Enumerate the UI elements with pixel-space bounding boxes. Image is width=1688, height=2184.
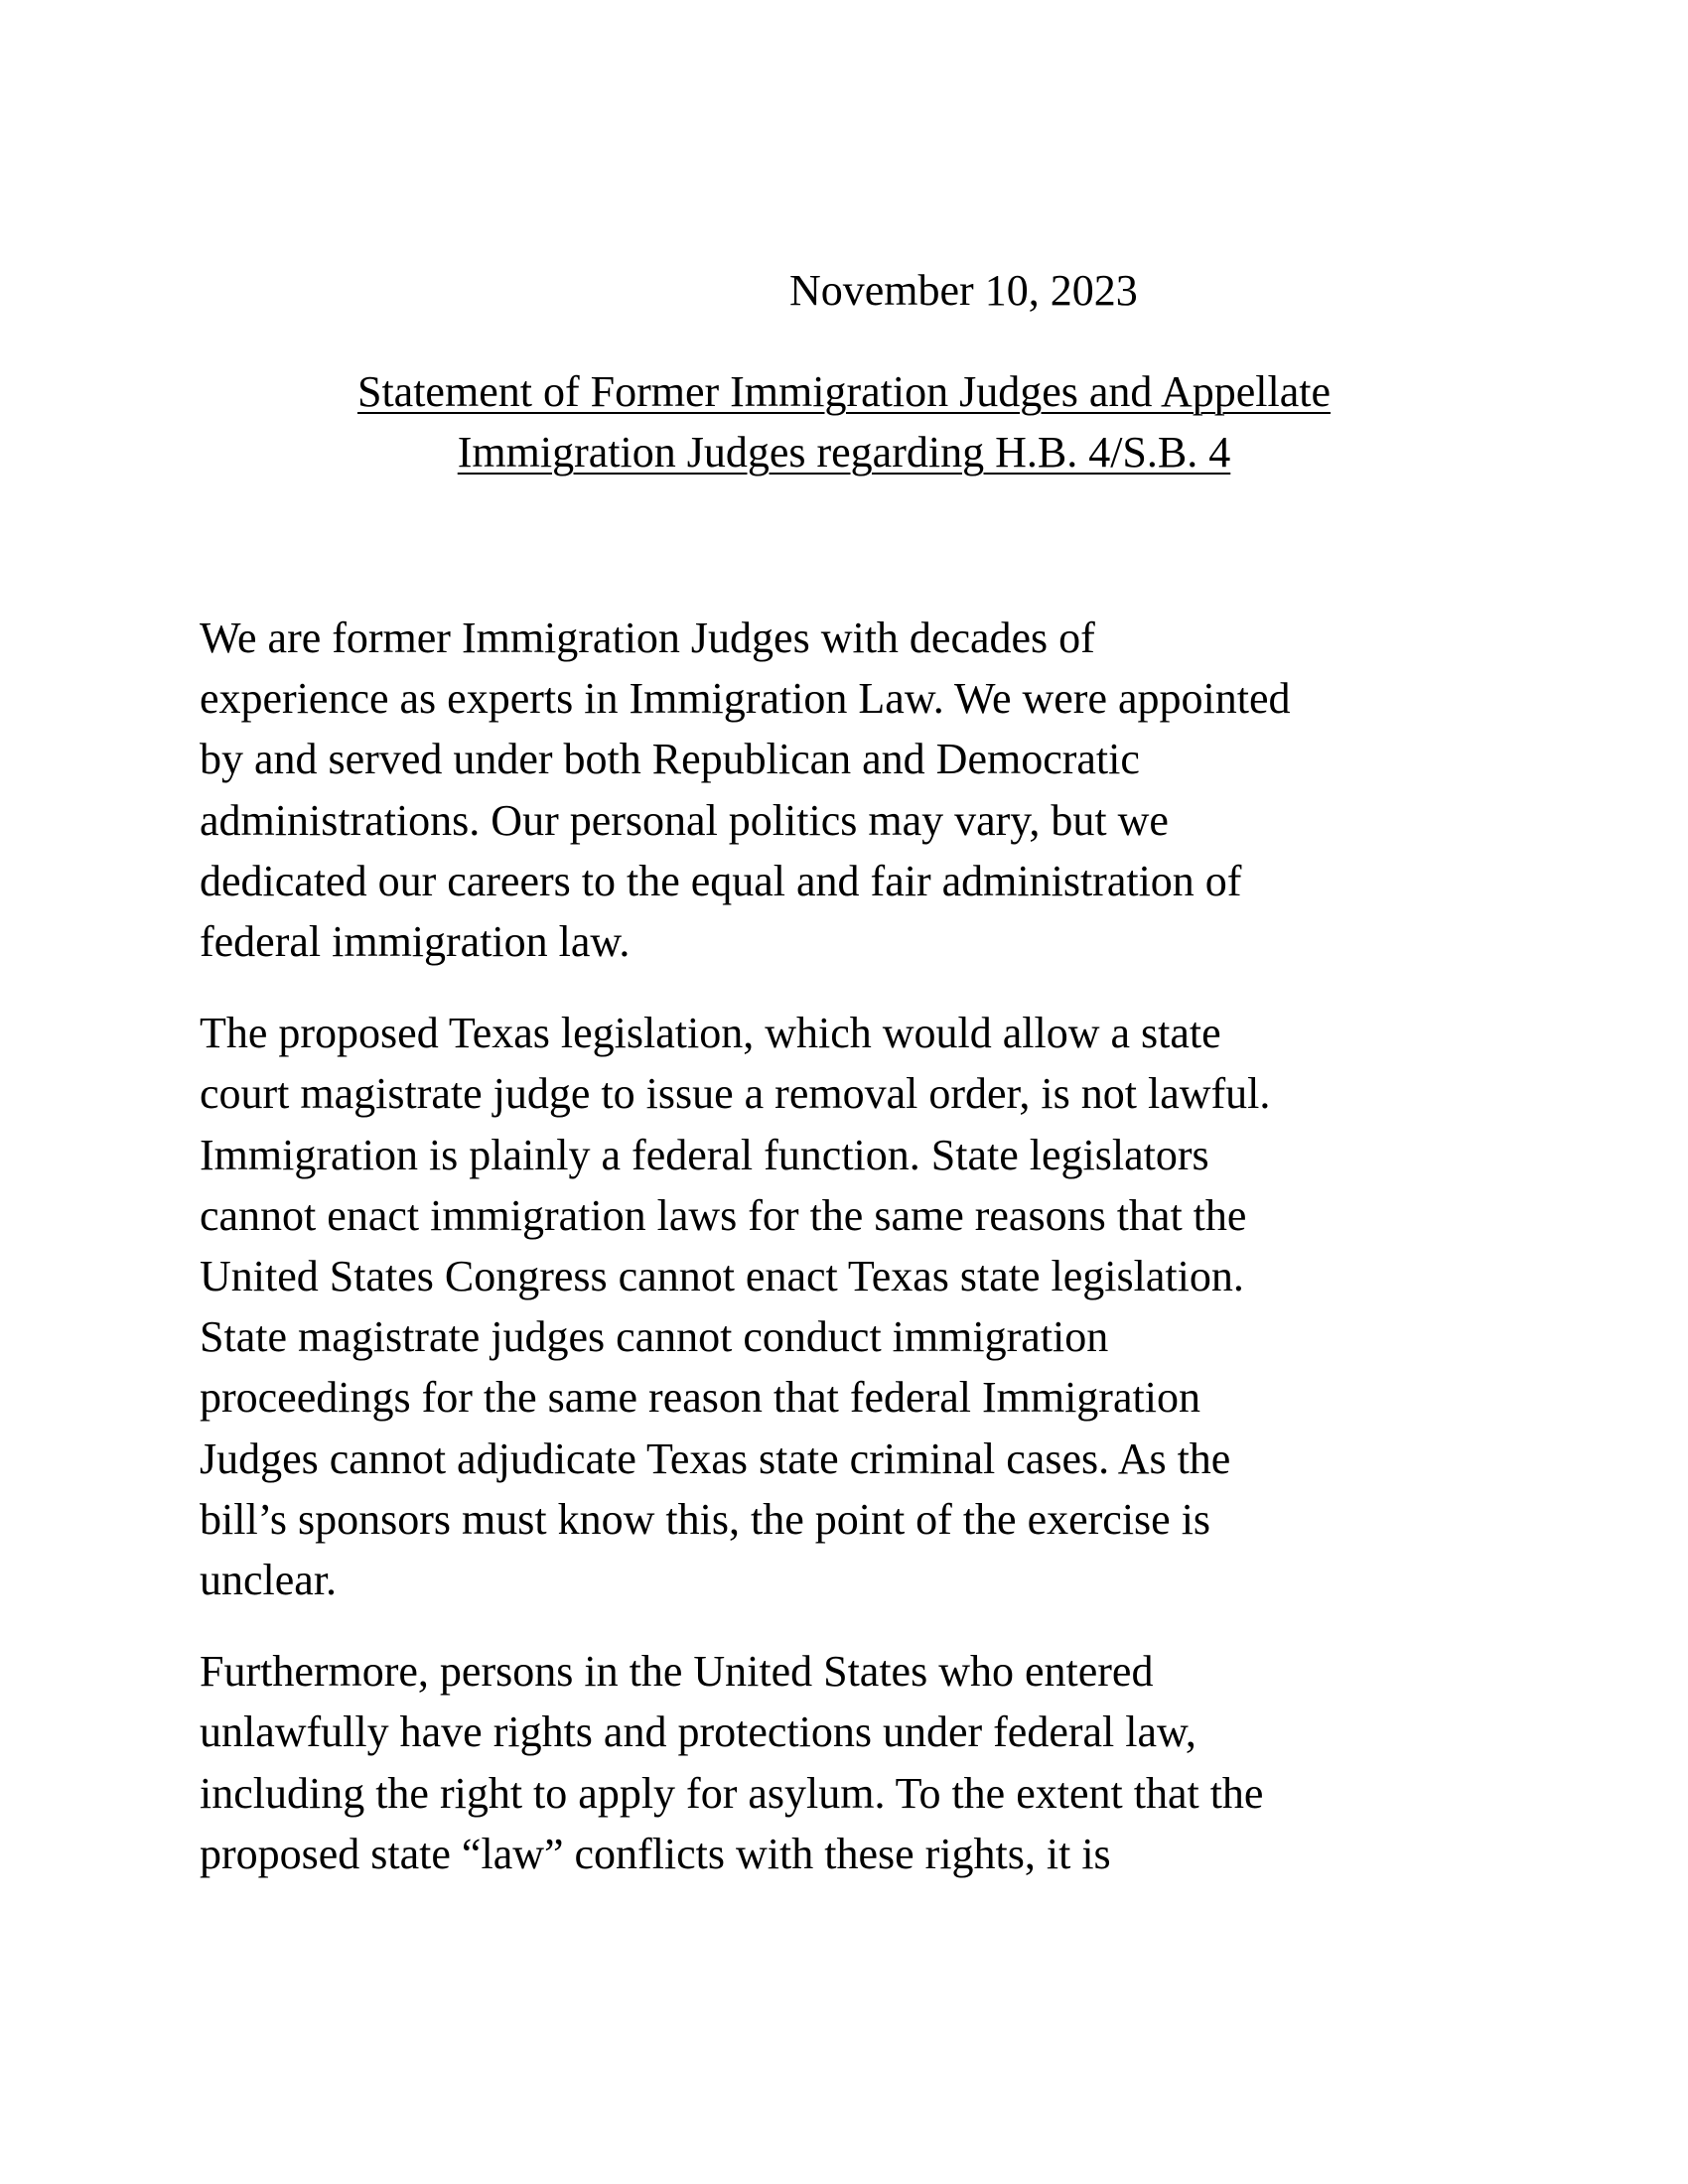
paragraph-2 — [200, 1003, 1510, 1610]
title-line-1: Statement of Former Immigration Judges and Appellate — [356, 367, 1331, 416]
document-title — [0, 361, 1688, 482]
text-line: court magistrate judge to issue a removal order, is not lawful. — [200, 1069, 1271, 1119]
text-line: We are former Immigration Judges with decades of — [200, 614, 1095, 662]
text-line: Furthermore, persons in the United States who entered — [200, 1647, 1154, 1697]
text-line: unlawfully have rights and protections under federal law, — [200, 1707, 1196, 1757]
text-line: United States Congress cannot enact Texas state legislation. — [200, 1252, 1244, 1301]
text-line: bill’s sponsors must know this, the point of the exercise is — [200, 1494, 1211, 1544]
text-line: cannot enact immigration laws for the same reasons that the — [200, 1190, 1247, 1240]
text-line: Immigration is plainly a federal function. State legislators — [200, 1130, 1209, 1179]
text-line: State magistrate judges cannot conduct immigration — [200, 1312, 1109, 1362]
paragraph-3 — [200, 1641, 1510, 1884]
text-line: dedicated our careers to the equal and fair administration of — [200, 856, 1242, 905]
title-line-2: Immigration Judges regarding H.B. 4/S.B. 4 — [457, 428, 1231, 477]
text-line: proposed state “law” conflicts with these rights, it is — [200, 1829, 1111, 1878]
text-line: The proposed Texas legislation, which would allow a state — [200, 1009, 1221, 1058]
text-line: Judges cannot adjudicate Texas state criminal cases. As the — [200, 1433, 1231, 1483]
text-line: proceedings for the same reason that federal Immigration — [200, 1373, 1200, 1423]
paragraph-1 — [200, 608, 1510, 972]
text-line: unclear. — [200, 1556, 338, 1605]
text-line: experience as experts in Immigration Law. We were appointed — [200, 674, 1291, 724]
text-line: by and served under both Republican and Democratic — [200, 735, 1140, 784]
text-line: federal immigration law. — [200, 917, 631, 967]
text-line: including the right to apply for asylum. To the extent that the — [200, 1768, 1264, 1818]
document-date: November 10, 2023 — [789, 266, 1138, 315]
document-body — [200, 608, 1510, 1915]
text-line: administrations. Our personal politics may vary, but we — [200, 795, 1169, 845]
